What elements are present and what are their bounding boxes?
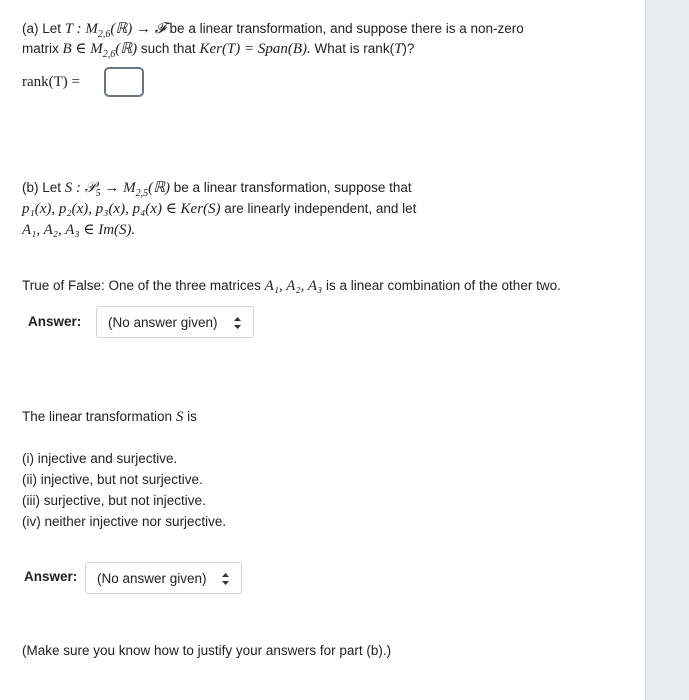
part-b-line-3: A₁, A₂, A₃ ∈ Im(S). — [22, 222, 136, 238]
select-value: (No answer given) — [97, 570, 207, 586]
option-item: (iv) neither injective nor surjective. — [22, 514, 227, 529]
option-item: (i) injective and surjective. — [22, 451, 178, 466]
updown-chevron-icon — [221, 569, 230, 589]
injective-answer-select[interactable] — [85, 562, 242, 594]
part-a-line-1 — [22, 20, 524, 38]
part-b-math: S : 𝒫$_5$ → $M_{2,5}(ℝ)$ — [64, 180, 170, 199]
footer-note: (Make sure you know how to justify your answers for part (b).) — [22, 643, 392, 658]
part-b-line-1: (b) Let S : 𝒫$_5$ → $M_{2,5}(ℝ)$ be a linear transformation, suppose that — [22, 180, 412, 199]
option-item: (iii) surjective, but not injective. — [22, 493, 206, 508]
injective-question-intro: The linear transformation S is — [22, 409, 197, 425]
answer-label: Answer: — [28, 314, 82, 329]
part-a-math: Ker(T) = Span(B). — [199, 41, 311, 57]
rank-answer-input[interactable] — [104, 67, 144, 97]
part-a-text: (a) Let — [22, 21, 65, 36]
true-false-answer-select[interactable] — [96, 306, 254, 338]
part-b-line-2: p₁(x), p₂(x), p₃(x), p₄(x) ∈ Ker(S) are linearly independent, and let — [22, 201, 417, 217]
part-a-math: B ∈ $M_{2,6}(ℝ)$ — [62, 41, 138, 60]
true-false-question: True of False: One of the three matrices A₁, A₂, A₃ is a linear combination of the other two. — [22, 278, 561, 294]
part-a-line-2: matrix B ∈ $M_{2,6}(ℝ)$ such that Ker(T) = Span(B). What is rank(T)? — [22, 41, 415, 60]
select-value: (No answer given) — [108, 314, 218, 330]
option-item: (ii) injective, but not surjective. — [22, 472, 203, 487]
part-a-text: be a linear transformation, and suppose there is a non-zero — [165, 21, 524, 36]
answer-label: Answer: — [24, 569, 78, 584]
part-a-math: T : $M_{2,6}(ℝ)$ → 𝓕 — [64, 21, 166, 40]
updown-chevron-icon — [233, 313, 242, 333]
rank-label: rank(T) = — [22, 74, 81, 90]
part-b-math: p₁(x), p₂(x), p₃(x), p₄(x) ∈ Ker(S) — [22, 201, 221, 217]
question-math: A₁, A₂, A₃ — [264, 278, 323, 294]
